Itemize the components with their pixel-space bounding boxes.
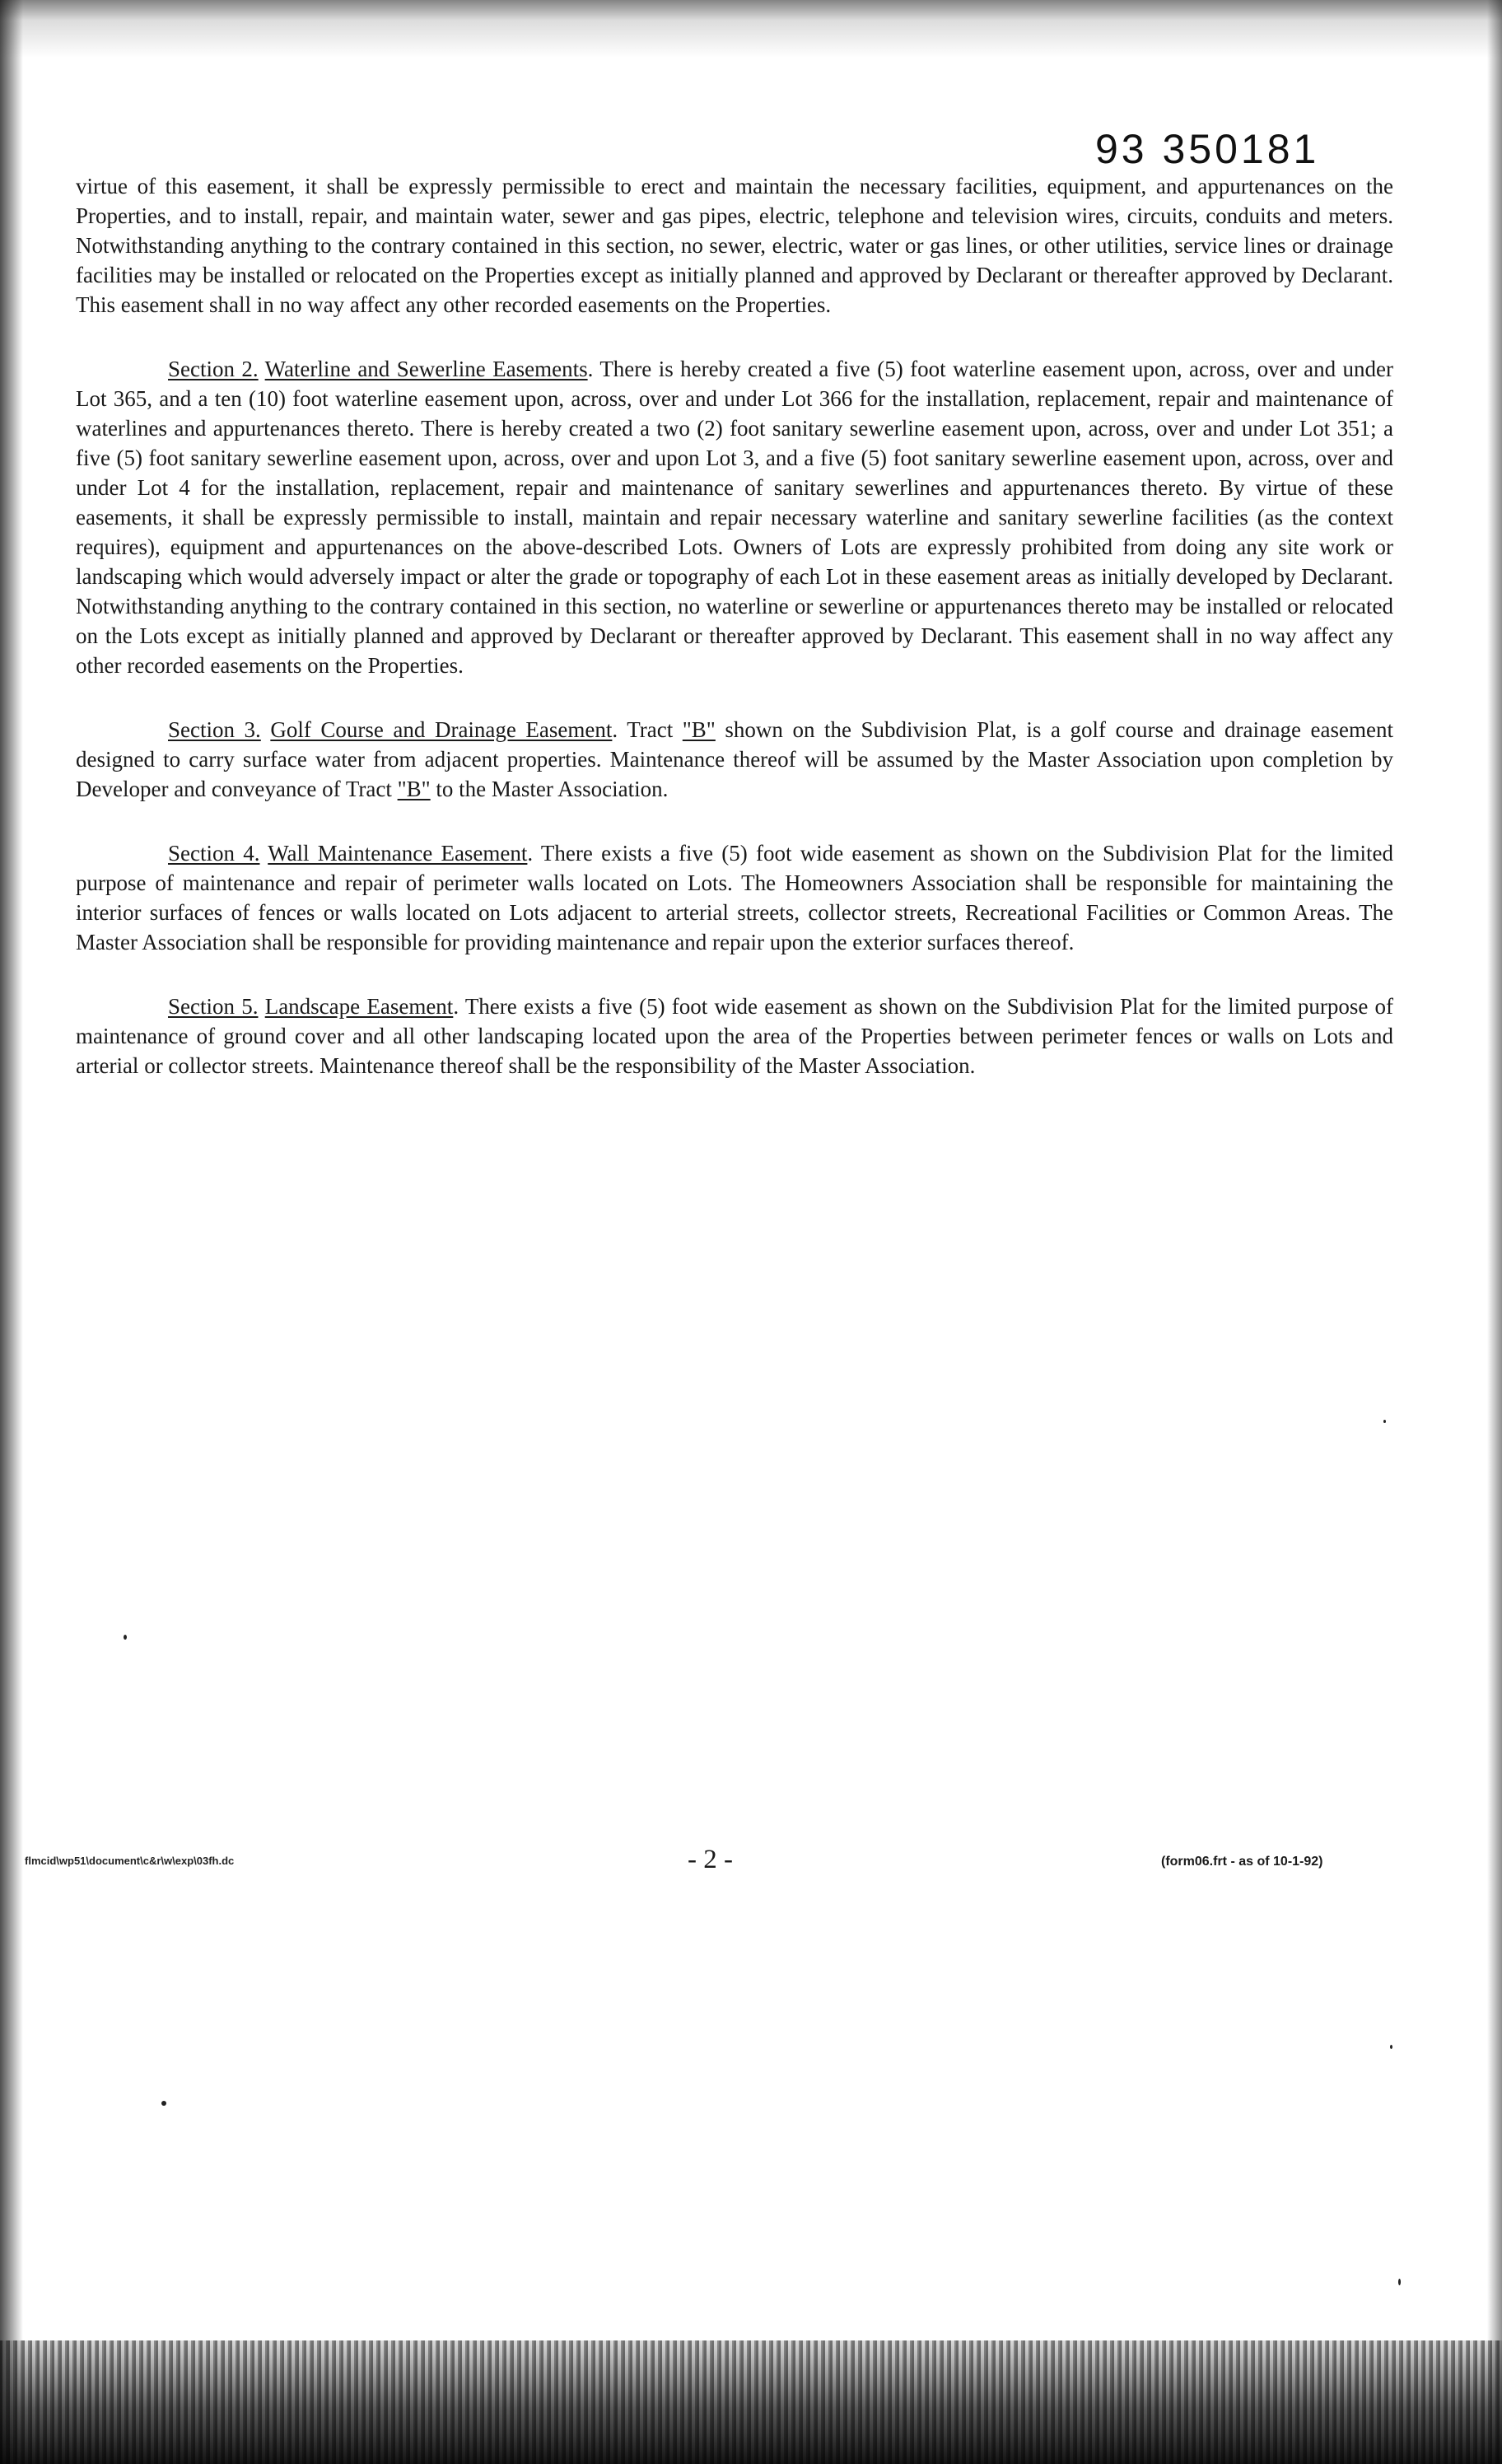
section-4-title: Wall Maintenance Easement xyxy=(268,841,528,866)
scan-speck xyxy=(1398,2279,1401,2285)
page-footer xyxy=(25,1845,1383,1878)
page-number: - 2 - xyxy=(688,1845,733,1874)
scan-speck xyxy=(161,2101,166,2106)
scan-border-bottom xyxy=(0,2340,1502,2464)
section-4-paragraph: Section 4. Wall Maintenance Easement. There exists a five (5) foot wide easement as shown on the Subdivision Plat for the limited purpose of maintenance and repair of perimeter walls located on Lots. The Homeowners Association shall be responsible for maintaining the interior surfaces of fences or walls located on Lots adjacent to arterial streets, collector streets, Recreational Facilities or Common Areas. The Master Association shall be responsible for providing maintenance and repair upon the exterior surfaces thereof. xyxy=(76,841,1393,954)
section-3-tract-b: "B" xyxy=(397,777,431,801)
section-3-paragraph: Section 3. Golf Course and Drainage Easement. Tract "B" shown on the Subdivision Plat, is a golf course and drainage easement designed to carry surface water from adjacent properties. Maintenance thereof will be assumed by the Master Association upon completion by Developer and conveyance of Tract "B" to the Master Association. xyxy=(76,717,1393,801)
recording-number: 93 350181 xyxy=(1095,126,1320,172)
section-2-number: Section 2. xyxy=(168,357,259,381)
section-3-text-c: to the Master Association. xyxy=(430,777,669,801)
section-4-number: Section 4. xyxy=(168,841,260,866)
section-5-number: Section 5. xyxy=(168,994,259,1019)
section-3-title: Golf Course and Drainage Easement xyxy=(270,717,613,742)
section-5-paragraph: Section 5. Landscape Easement. There exists a five (5) foot wide easement as shown on the Subdivision Plat for the limited purpose of maintenance of ground cover and all other landscaping located upon the area of the Properties between perimeter fences or walls on Lots and arterial or collector streets. Maintenance thereof shall be the responsibility of the Master Association. xyxy=(76,994,1394,1078)
section-3-text-b: shown on the Subdivision Plat, is a golf course and drainage easement designed to carry surface water from adjacent properties. Maintenance thereof will be assumed by the Master Association upon completion by Developer and conveyance of Tract xyxy=(76,717,1393,801)
section-3-tract-a: "B" xyxy=(682,717,716,742)
scan-border-top xyxy=(0,0,1502,58)
document-body xyxy=(76,171,1393,1115)
section-2-text: There is hereby created a five (5) foot waterline easement upon, across, over and under Lot 365, and a ten (10) foot waterline easement upon, across, over and under Lot 366 for the installation, replacement, repair and maintenance of waterlines and appurtenances thereto. There is hereby created a two (2) foot sanitary sewerline easement upon, across, over and under Lot 351; a five (5) foot sanitary sewerline easement upon, across, over and upon Lot 3, and a five (5) foot sanitary sewerline easement upon, across, over and under Lot 4 for the installation, replacement, repair and maintenance of sanitary sewerlines and appurtenances thereto. By virtue of these easements, it shall be expressly permissible to install, maintain and repair necessary waterline and sanitary sewerline facilities (as the context requires), equipment and appurtenances on the above-described Lots. Owners of Lots are expressly prohibited from doing any site work or landscaping which would adversely impact or alter the grade or topography of each Lot in these easement areas as initially developed by Declarant. Notwithstanding anything to the contrary contained in this section, no waterline or sewerline or appurtenances thereto may be installed or relocated on the Lots except as initially planned and approved by Declarant or thereafter approved by Declarant. This easement shall in no way affect any other recorded easements on the Properties. xyxy=(76,357,1393,678)
scan-speck xyxy=(1390,2045,1392,2049)
scan-speck xyxy=(124,1635,127,1640)
section-4-text: There exists a five (5) foot wide easement as shown on the Subdivision Plat for the limited purpose of maintenance and repair of perimeter walls located on Lots. The Homeowners Association shall be responsible for maintaining the interior surfaces of fences or walls located on Lots adjacent to arterial streets, collector streets, Recreational Facilities or Common Areas. The Master Association shall be responsible for providing maintenance and repair upon the exterior surfaces thereof. xyxy=(76,841,1393,954)
scan-speck xyxy=(1383,1420,1386,1423)
section-3-number: Section 3. xyxy=(168,717,261,742)
file-path: flmcid\wp51\document\c&r\w\exp\03fh.dc xyxy=(25,1855,235,1867)
section-2-title: Waterline and Sewerline Easements xyxy=(264,357,588,381)
form-reference: (form06.frt - as of 10-1-92) xyxy=(1161,1855,1323,1869)
scan-border-left xyxy=(0,0,23,2464)
section-3-text-a: Tract xyxy=(627,717,683,742)
section-2-paragraph: Section 2. Waterline and Sewerline Easements. There is hereby created a five (5) foot waterline easement upon, across, over and under Lot 365, and a ten (10) foot waterline easement upon, across, over and under Lot 366 for the installation, replacement, repair and maintenance of waterlines and appurtenances thereto. There is hereby created a two (2) foot sanitary sewerline easement upon, across, over and under Lot 351; a five (5) foot sanitary sewerline easement upon, across, over and upon Lot 3, and a five (5) foot sanitary sewerline easement upon, across, over and under Lot 4 for the installation, replacement, repair and maintenance of sanitary sewerlines and appurtenances thereto. By virtue of these easements, it shall be expressly permissible to install, maintain and repair necessary waterline and sanitary sewerline facilities (as the context requires), equipment and appurtenances on the above-described Lots. Owners of Lots are expressly prohibited from doing any site work or landscaping which would adversely impact or alter the grade or topography of each Lot in these easement areas as initially developed by Declarant. Notwithstanding anything to the contrary contained in this section, no waterline or sewerline or appurtenances thereto may be installed or relocated on the Lots except as initially planned and approved by Declarant or thereafter approved by Declarant. This easement shall in no way affect any other recorded easements on the Properties. xyxy=(76,357,1393,678)
scan-border-right xyxy=(1487,0,1502,2464)
intro-paragraph: virtue of this easement, it shall be expressly permissible to erect and maintain the necessary facilities, equipment, and appurtenances on the Properties, and to install, repair, and maintain water, sewer and gas pipes, electric, telephone and television wires, circuits, conduits and meters. Notwithstanding anything to the contrary contained in this section, no sewer, electric, water or gas lines, or other utilities, service lines or drainage facilities may be installed or relocated on the Properties except as initially planned and approved by Declarant or thereafter approved by Declarant. This easement shall in no way affect any other recorded easements on the Properties. xyxy=(76,174,1393,317)
section-5-text: There exists a five (5) foot wide easement as shown on the Subdivision Plat for the limited purpose of maintenance of ground cover and all other landscaping located upon the area of the Properties between perimeter fences or walls on Lots and arterial or collector streets. Maintenance thereof shall be the responsibility of the Master Association. xyxy=(76,994,1394,1078)
section-5-title: Landscape Easement xyxy=(264,994,454,1019)
